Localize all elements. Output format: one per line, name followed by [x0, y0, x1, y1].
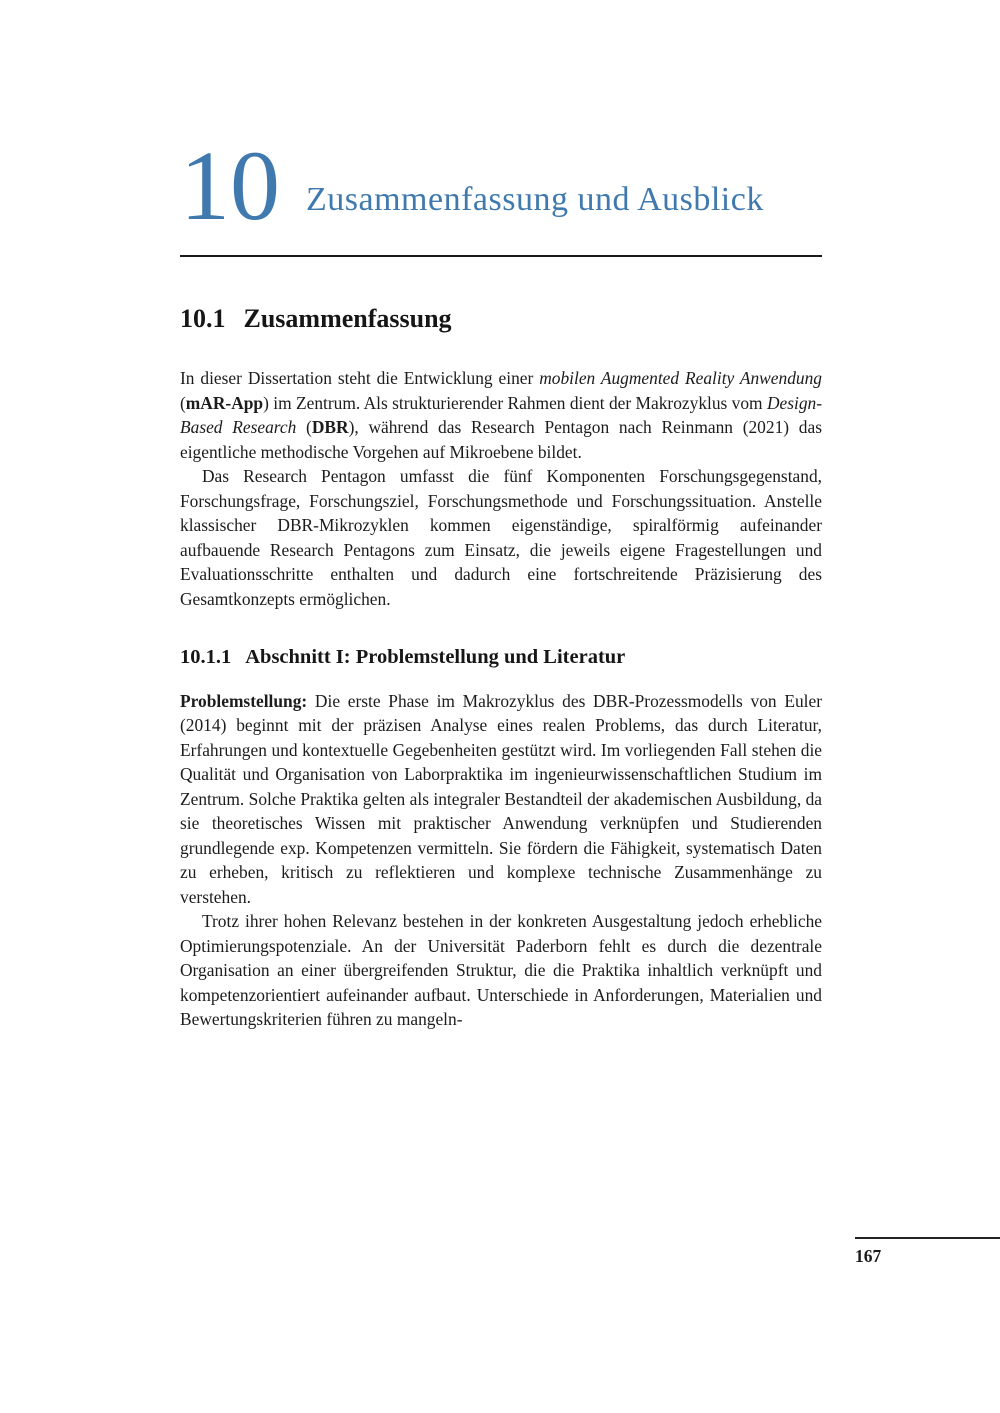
- chapter-header: [180, 130, 822, 241]
- page-footer: [855, 1237, 1000, 1267]
- section-heading: [180, 303, 822, 334]
- subsection-title: Abschnitt I: Problemstellung und Literatur: [245, 646, 626, 669]
- subsection-number: 10.1.1: [180, 646, 232, 669]
- subsection-heading: [180, 645, 822, 671]
- paragraph-problemstellung: Problemstellung: Die erste Phase im Makrozyklus des DBR-Prozessmodells von Euler (2014) beginnt mit der präzisen Analyse eines realen Problems, das durch Literatur, Erfahrungen und kontextuelle Gegebenheiten gestützt wird. Im vorliegenden Fall stehen die Qualität und Organisation von Laborpraktika im ingenieurwissenschaftlichen Studium im Zentrum. Solche Praktika gelten als integraler Bestandteil der akademischen Ausbildung, da sie theoretisches Wissen mit praktischer Anwendung verknüpfen und Studierenden grundlegende exp. Kompetenzen vermitteln. Sie fördern die Fähigkeit, systematisch Daten zu erheben, kritisch zu reflektieren und komplexe technische Zusammenhänge zu verstehen.: [180, 690, 822, 907]
- page-number: 167: [855, 1246, 882, 1266]
- chapter-rule: [180, 255, 822, 257]
- chapter-number: 10: [180, 130, 280, 241]
- paragraph-intro: In dieser Dissertation steht die Entwicklung einer mobilen Augmented Reality Anwendung (mAR-App) im Zentrum. Als strukturierender Rahmen dient der Makrozyklus vom Design-Based Research (DBR), während das Research Pentagon nach Reinmann (2021) das eigentliche methodische Vorgehen auf Mikroebene bildet.: [180, 368, 822, 462]
- paragraph-optimierung: Trotz ihrer hohen Relevanz bestehen in der konkreten Ausgestaltung jedoch erhebliche Optimierungspotenziale. An der Universität Paderborn fehlt es durch die dezentrale Organisation an einer übergreifenden Struktur, die die Praktika inhaltlich verknüpft und kompetenzorientiert aufeinander aufbaut. Unterschiede in Anforderungen, Materialien und Bewertungskriterien führen zu mangeln-: [180, 911, 822, 1030]
- section-number: 10.1: [180, 304, 226, 333]
- section-title: Zusammenfassung: [243, 304, 452, 333]
- page-body: [180, 303, 822, 1032]
- paragraph-research-pentagon: Das Research Pentagon umfasst die fünf Komponenten Forschungsgegenstand, Forschungsfrage, Forschungsziel, Forschungsmethode und Forschungssituation. Anstelle klassischer DBR-Mikrozyklen kommen eigenständige, spiralförmig aufeinander aufbauende Research Pentagons zum Einsatz, die jeweils eigene Fragestellungen und Evaluationsschritte enthalten und dadurch eine fortschreitende Präzisierung des Gesamtkonzepts ermöglichen.: [180, 466, 822, 609]
- chapter-title: Zusammenfassung und Ausblick: [306, 181, 764, 218]
- footer-rule: [855, 1237, 1000, 1239]
